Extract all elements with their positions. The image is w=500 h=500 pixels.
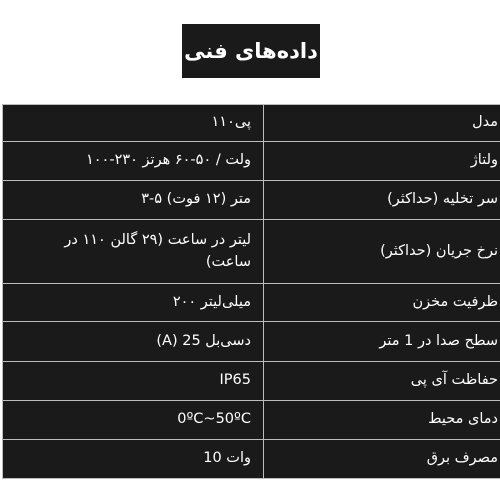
spec-value-power: وات 10 xyxy=(3,440,264,479)
spec-value-flow-rate: لیتر در ساعت (۲۹ گالن ۱۱۰ در ساعت) xyxy=(3,220,264,284)
table-row xyxy=(3,105,500,142)
specs-table xyxy=(2,104,500,479)
spec-label-discharge-head: سر تخلیه (حداکثر) xyxy=(264,181,500,220)
spec-label-tank-capacity: ظرفیت مخزن xyxy=(264,284,500,322)
spec-label-voltage: ولتاژ xyxy=(264,142,500,181)
spec-value-noise-level: دسی‌بل 25 (A) xyxy=(3,322,264,362)
spec-label-ambient-temp: دمای محیط xyxy=(264,401,500,440)
table-row xyxy=(3,440,500,479)
table-row xyxy=(3,284,500,322)
table-row xyxy=(3,322,500,362)
spec-label-power: مصرف برق xyxy=(264,440,500,479)
spec-value-model: پی۱۱۰ xyxy=(3,105,264,142)
table-row xyxy=(3,142,500,181)
spec-value-ip-protection: IP65 xyxy=(3,362,264,401)
spec-label-flow-rate: نرخ جریان (حداکثر) xyxy=(264,220,500,284)
table-row xyxy=(3,181,500,220)
table-row xyxy=(3,362,500,401)
spec-value-ambient-temp: 0ºC~50ºC xyxy=(3,401,264,440)
table-row xyxy=(3,401,500,440)
spec-label-noise-level: سطح صدا در 1 متر xyxy=(264,322,500,362)
page-title: داده‌های فنی xyxy=(182,24,320,78)
table-row xyxy=(3,220,500,284)
spec-label-model: مدل xyxy=(264,105,500,142)
spec-value-discharge-head: متر (۱۲ فوت) ۵-۳ xyxy=(3,181,264,220)
spec-value-voltage: ولت / ۵۰-۶۰ هرتز ۲۳۰-۱۰۰ xyxy=(3,142,264,181)
spec-value-tank-capacity: میلی‌لیتر ۲۰۰ xyxy=(3,284,264,322)
spec-label-ip-protection: حفاظت آی پی xyxy=(264,362,500,401)
